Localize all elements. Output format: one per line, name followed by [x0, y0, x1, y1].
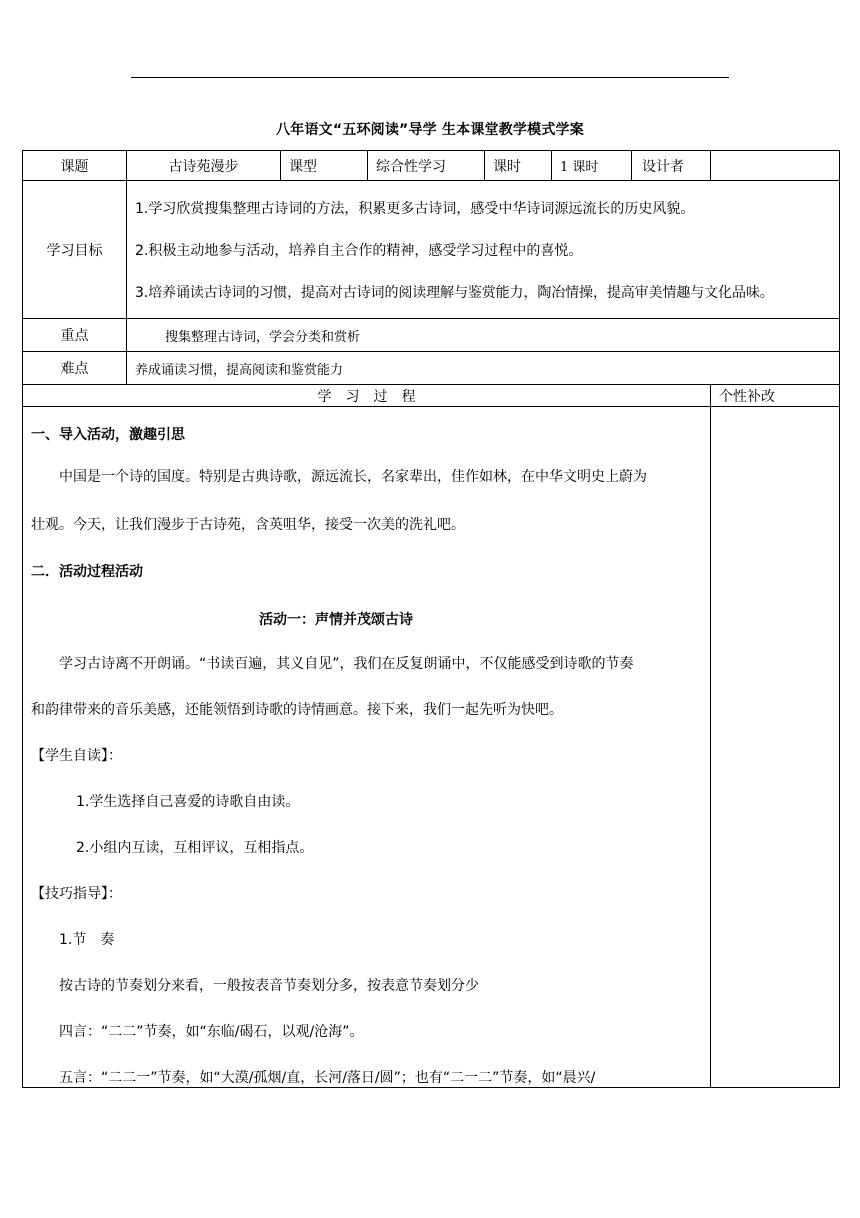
tips-item-1: 1.节 奏	[59, 932, 115, 948]
topic-label: 课题	[23, 151, 127, 181]
process-header-row	[23, 385, 840, 407]
section1-heading: 一、导入活动，激趣引思	[31, 427, 185, 443]
goals-content	[127, 181, 840, 319]
hours-value: 1 课时	[552, 151, 632, 181]
page-title: 八年语文“五环阅读”导学 生本课堂教学模式学案	[276, 122, 584, 138]
topic-value: 古诗苑漫步	[127, 151, 281, 181]
activity1-paragraph-line1: 学习古诗离不开朗诵。“书读百遍，其义自见”，我们在反复朗诵中，不仅能感受到诗歌的节奏	[59, 656, 634, 672]
activity1-paragraph-line2: 和韵律带来的音乐美感，还能领悟到诗歌的诗情画意。接下来，我们一起先听为快吧。	[31, 702, 563, 718]
personal-header: 个性补改	[711, 385, 840, 407]
designer-value	[711, 151, 840, 181]
goal-item-1: 1.学习欣赏搜集整理古诗词的方法，积累更多古诗词，感受中华诗词源远流长的历史风貌。	[135, 201, 695, 217]
self-read-item-2: 2.小组内互读，互相评议，互相指点。	[76, 840, 314, 856]
header-row	[23, 151, 840, 181]
type-label: 课型	[281, 151, 368, 181]
process-content	[23, 407, 711, 1088]
key-point-row	[23, 319, 840, 352]
difficulty-label: 难点	[23, 352, 127, 385]
hours-label: 课时	[485, 151, 552, 181]
type-value: 综合性学习	[368, 151, 485, 181]
tips-line-1: 按古诗的节奏划分来看，一般按表音节奏划分多，按表意节奏划分少	[59, 978, 479, 994]
section2-heading: 二．活动过程活动	[31, 564, 143, 580]
process-body-row	[23, 407, 840, 1088]
section1-paragraph-line2: 壮观。今天，让我们漫步于古诗苑，含英咀华，接受一次美的洗礼吧。	[31, 517, 465, 533]
activity1-title: 活动一：声情并茂颂古诗	[259, 612, 413, 628]
header-rule	[131, 77, 729, 78]
goals-label: 学习目标	[23, 181, 127, 319]
self-read-item-1: 1.学生选择自己喜爱的诗歌自由读。	[76, 794, 300, 810]
key-point-value: 搜集整理古诗词，学会分类和赏析	[127, 319, 840, 352]
personal-notes-cell	[711, 407, 840, 1088]
process-header: 学 习 过 程	[23, 385, 711, 407]
goal-item-3: 3.培养诵读古诗词的习惯，提高对古诗词的阅读理解与鉴赏能力，陶冶情操，提高审美情趣与文化品味。	[135, 285, 774, 301]
lesson-plan-table	[22, 150, 840, 1088]
goals-row	[23, 181, 840, 319]
key-point-label: 重点	[23, 319, 127, 352]
goal-item-2: 2.积极主动地参与活动，培养自主合作的精神，感受学习过程中的喜悦。	[135, 243, 583, 259]
difficulty-row	[23, 352, 840, 385]
section1-paragraph-line1: 中国是一个诗的国度。特别是古典诗歌，源远流长，名家辈出，佳作如林，在中华文明史上蔚为	[59, 469, 647, 485]
designer-label: 设计者	[632, 151, 711, 181]
self-read-label: 【学生自读】：	[31, 748, 122, 764]
tips-line-2: 四言：“二二”节奏，如“东临/碣石，以观/沧海”。	[59, 1024, 364, 1040]
tips-line-3: 五言：“二二一”节奏，如“大漠/孤烟/直，长河/落日/圆”；也有“二一二”节奏，如“晨兴/	[59, 1070, 596, 1086]
difficulty-value: 养成诵读习惯，提高阅读和鉴赏能力	[127, 352, 840, 385]
tips-label: 【技巧指导】：	[31, 886, 122, 902]
